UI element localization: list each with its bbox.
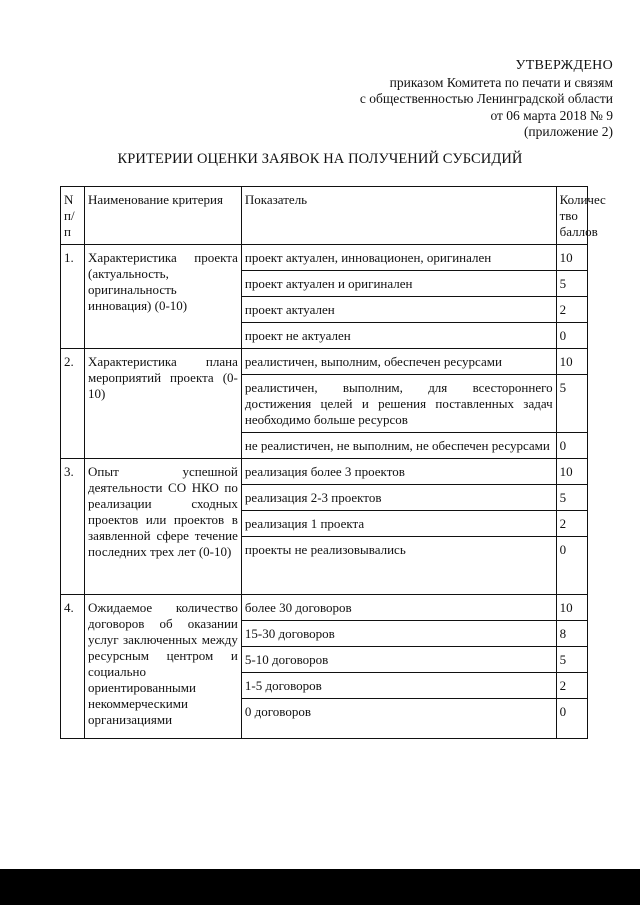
indicator-cell: проекты не реализовывались [241,537,556,595]
criterion-name: Характеристика плана мероприятий проекта (0-10) [85,349,242,459]
indicator-cell: реалистичен, выполним, обеспечен ресурсами [241,349,556,375]
indicator-cell: 5-10 договоров [241,647,556,673]
approval-date-line: от 06 марта 2018 № 9 [490,107,613,123]
approval-order-line: приказом Комитета по печати и связям [389,74,613,90]
points-cell: 2 [556,673,587,699]
points-cell: 10 [556,595,587,621]
points-cell: 10 [556,349,587,375]
points-cell: 0 [556,433,587,459]
indicator-cell: проект актуален и оригинален [241,271,556,297]
points-cell: 10 [556,245,587,271]
indicator-cell: проект актуален [241,297,556,323]
criterion-number: 2. [61,349,85,459]
table-row [61,459,588,485]
points-cell: 2 [556,511,587,537]
indicator-cell: проект не актуален [241,323,556,349]
indicator-cell: не реалистичен, не выполним, не обеспечен ресурсами [241,433,556,459]
indicator-cell: более 30 договоров [241,595,556,621]
criterion-number: 4. [61,595,85,739]
criteria-table [60,186,606,739]
header-indicator: Показатель [241,187,556,245]
criterion-name: Характеристика проекта (актуальность, оригинальность инновация) (0-10) [85,245,242,349]
indicator-cell: реализация 2-3 проектов [241,485,556,511]
indicator-cell: 0 договоров [241,699,556,739]
points-cell: 5 [556,271,587,297]
indicator-cell: реализация более 3 проектов [241,459,556,485]
approval-appendix-line: (приложение 2) [523,124,613,139]
criterion-number: 1. [61,245,85,349]
approval-stamp [360,58,613,141]
points-cell: 0 [556,699,587,739]
points-cell: 8 [556,621,587,647]
points-cell: 5 [556,647,587,673]
points-cell: 2 [556,297,587,323]
indicator-cell: 15-30 договоров [241,621,556,647]
header-points: Количес тво баллов [556,187,587,245]
points-cell: 0 [556,537,587,595]
indicator-cell: реализация 1 проекта [241,511,556,537]
points-cell: 5 [556,485,587,511]
criterion-name: Ожидаемое количество договоров об оказании услуг заключенных между ресурсным центром и социально ориентированными некоммерческими организациями [85,595,242,739]
document-title: КРИТЕРИИ ОЦЕНКИ ЗАЯВОК НА ПОЛУЧЕНИЙ СУБСИДИЙ [117,151,523,167]
approval-heading: УТВЕРЖДЕНО [515,58,613,73]
table-row [61,595,588,621]
indicator-cell: реалистичен, выполним, для всестороннего достижения целей и решения поставленных задач необходимо больше ресурсов [241,375,556,433]
points-cell: 0 [556,323,587,349]
points-cell: 5 [556,375,587,433]
scan-edge-bar [0,869,640,905]
table-header-row [61,187,588,245]
header-name: Наименование критерия [85,187,242,245]
criterion-name: Опыт успешной деятельности СО НКО по реализации сходных проектов или проектов в заявленной сфере течение последних трех лет (0-10) [85,459,242,595]
points-cell: 10 [556,459,587,485]
indicator-cell: проект актуален, инновационен, оригинален [241,245,556,271]
header-num: N п/п [61,187,85,245]
table-row [61,349,588,375]
indicator-cell: 1-5 договоров [241,673,556,699]
table-row [61,245,588,271]
approval-committee-line: с общественностью Ленинградской области [359,91,613,106]
criterion-number: 3. [61,459,85,595]
